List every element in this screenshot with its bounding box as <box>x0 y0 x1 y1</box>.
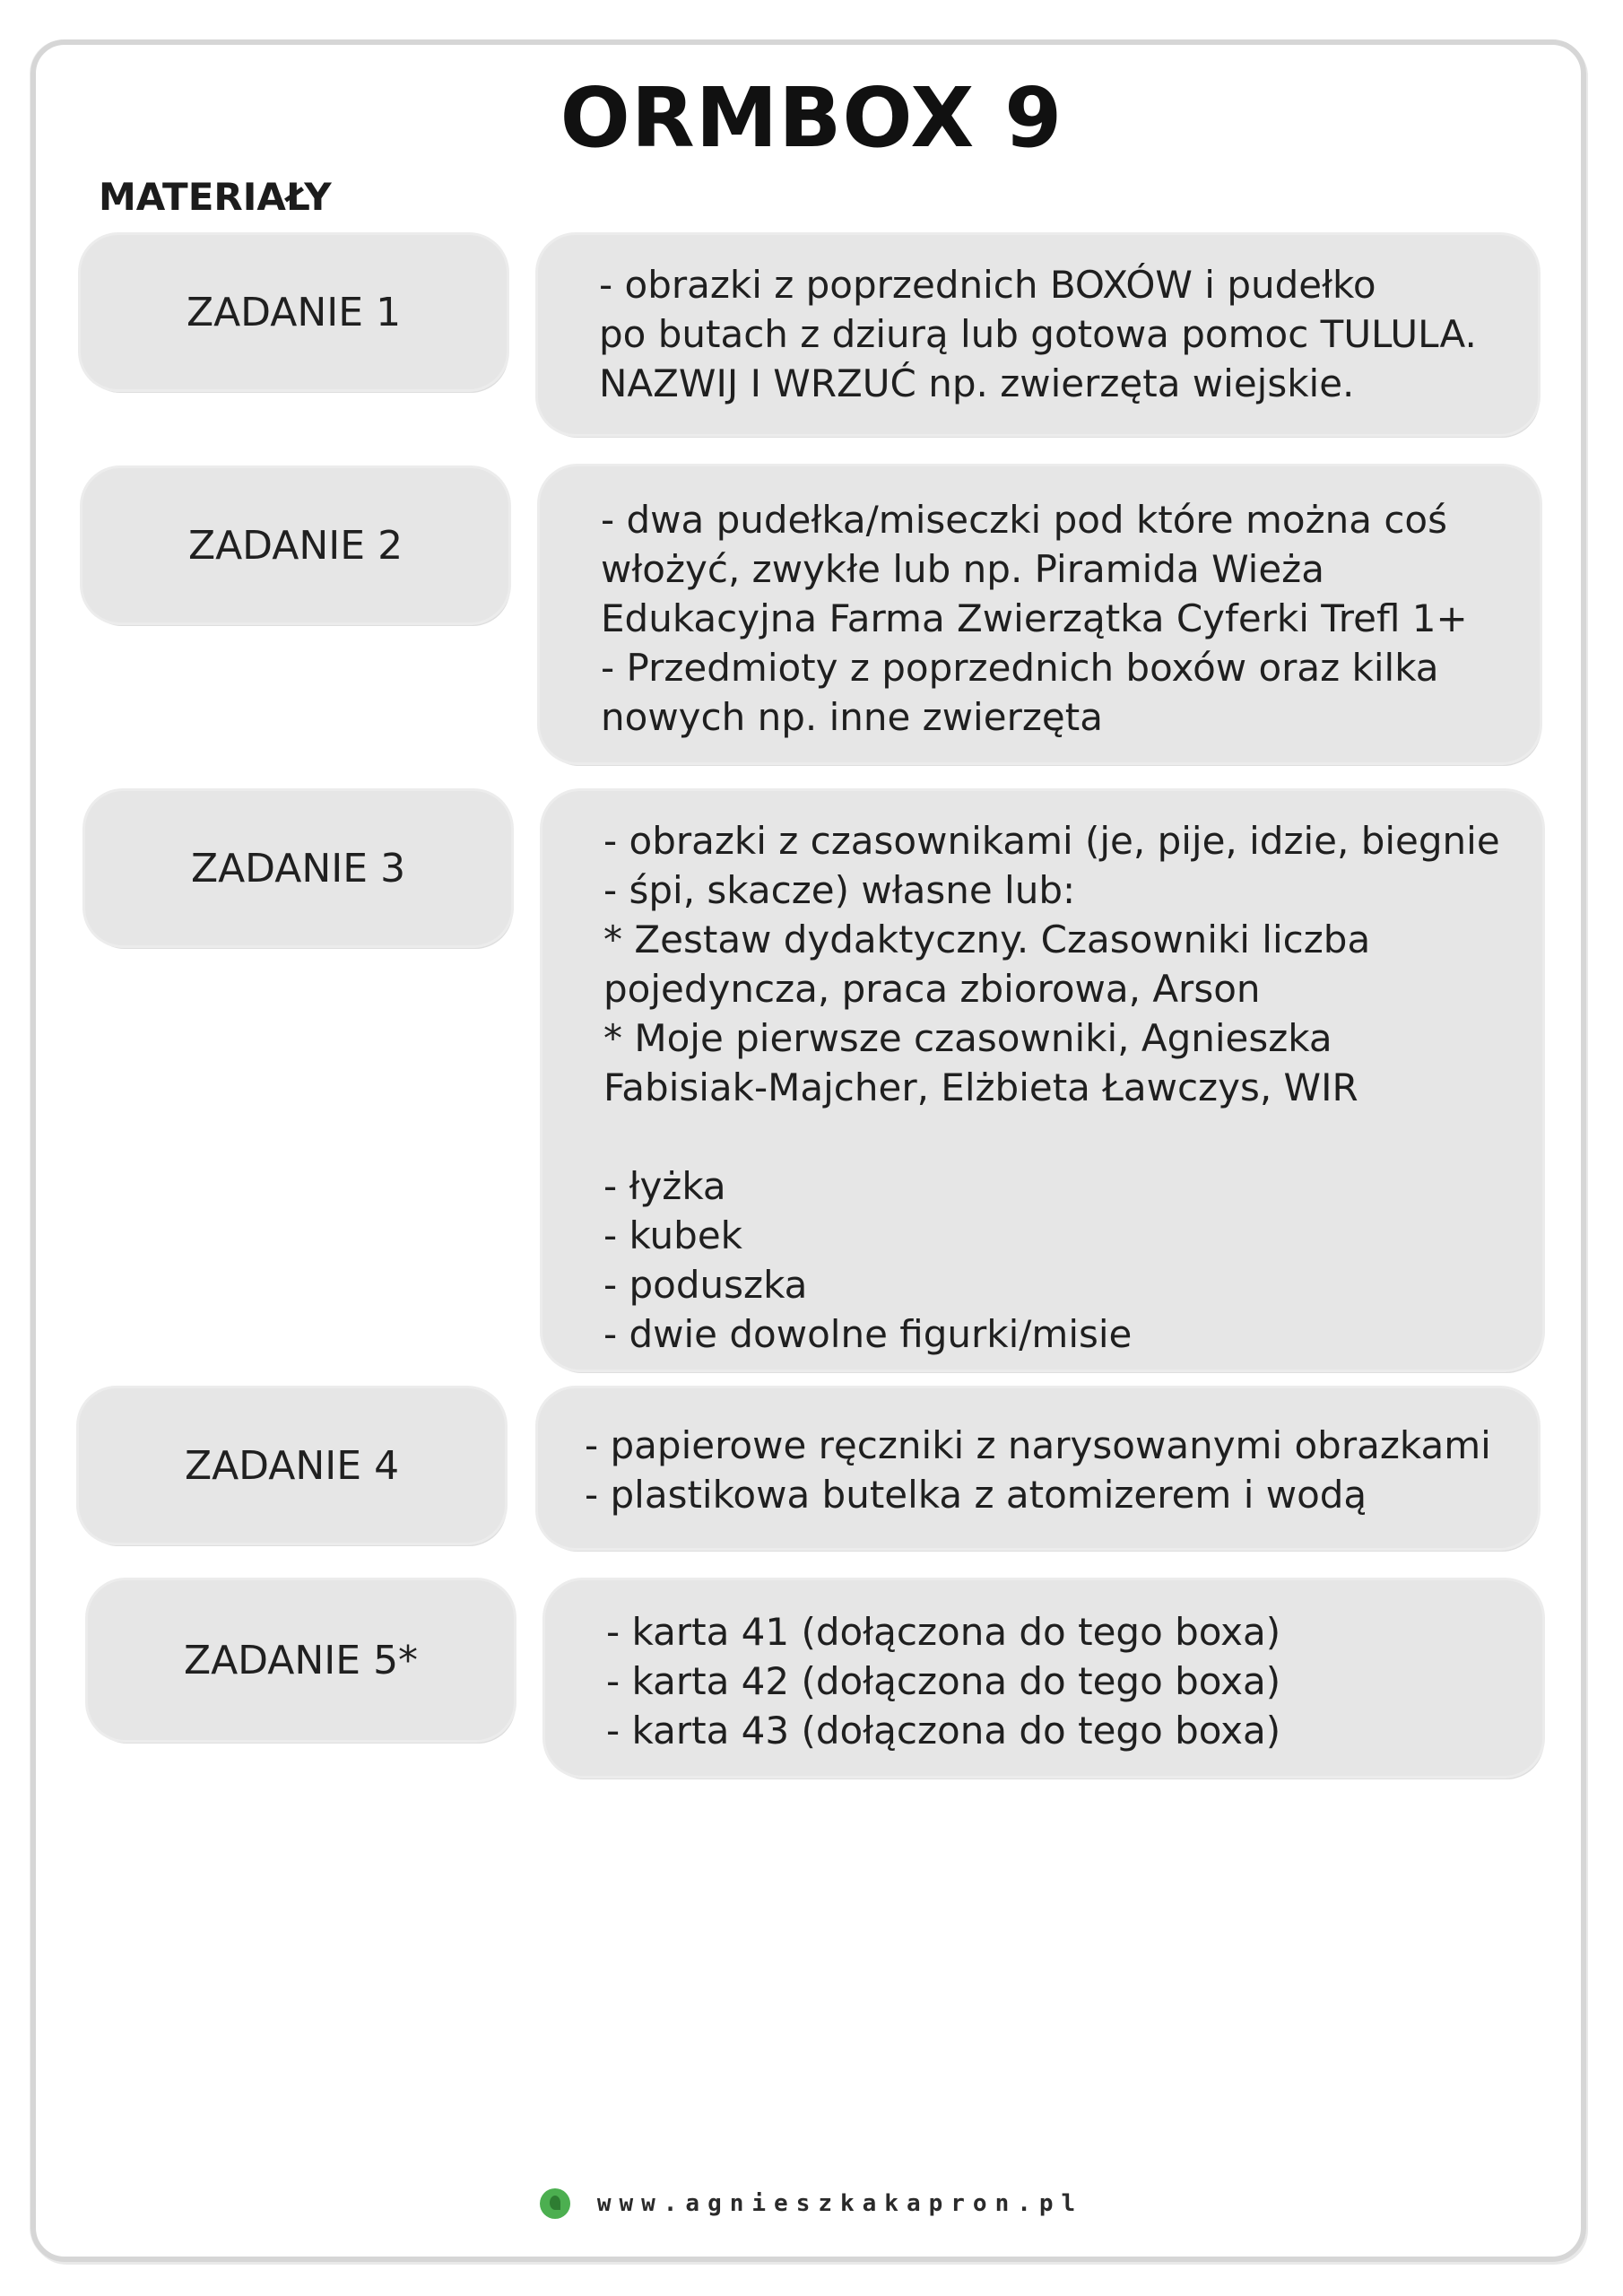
materials-line: - papierowe ręczniki z narysowanymi obrazkami <box>585 1423 1491 1467</box>
materials-line: - łyżka <box>603 1164 726 1208</box>
task-materials-box <box>542 791 1542 1370</box>
materials-line: - poduszka <box>603 1263 808 1307</box>
task-materials-box <box>538 1388 1538 1548</box>
materials-line: NAZWIJ I WRZUĆ np. zwierzęta wiejskie. <box>599 361 1355 405</box>
task-materials-box <box>540 466 1540 762</box>
materials-line: Edukacyjna Farma Zwierzątka Cyferki Trefl 1+ <box>601 596 1468 640</box>
task-label: ZADANIE 2 <box>187 522 404 569</box>
leaf-logo-icon <box>540 2188 570 2219</box>
materials-line: włożyć, zwykłe lub np. Piramida Wieża <box>601 547 1324 591</box>
materials-line: - Przedmioty z poprzednich boxów oraz kilka <box>601 646 1439 690</box>
materials-line: nowych np. inne zwierzęta <box>601 695 1103 739</box>
task-label: ZADANIE 4 <box>184 1442 400 1489</box>
task-label: ZADANIE 1 <box>186 289 402 335</box>
materials-line: * Zestaw dydaktyczny. Czasowniki liczba <box>603 918 1371 961</box>
task-label-box <box>79 1388 505 1543</box>
materials-line: - karta 43 (dołączona do tego boxa) <box>606 1709 1281 1752</box>
materials-line: * Moje pierwsze czasowniki, Agnieszka <box>603 1016 1332 1060</box>
task-materials-box <box>538 235 1538 434</box>
task-label-box <box>85 791 511 945</box>
task-label-box <box>88 1580 514 1740</box>
materials-line: Fabisiak-Majcher, Elżbieta Ławczys, WIR <box>603 1065 1358 1109</box>
materials-line: - śpi, skacze) własne lub: <box>603 868 1076 912</box>
materials-line: po butach z dziurą lub gotowa pomoc TULULA. <box>599 312 1477 356</box>
task-label: ZADANIE 5* <box>183 1637 419 1683</box>
task-label-box <box>82 468 508 622</box>
task-label-box <box>81 235 507 389</box>
materials-line: - obrazki z czasownikami (je, pije, idzie, biegnie <box>603 819 1500 863</box>
task-label: ZADANIE 3 <box>190 845 406 891</box>
footer-url[interactable]: www.agnieszkakapron.pl <box>596 2190 1084 2217</box>
materials-line: - dwa pudełka/miseczki pod które można coś <box>601 498 1447 542</box>
materials-line: - kubek <box>603 1213 742 1257</box>
materials-line: - karta 42 (dołączona do tego boxa) <box>606 1659 1281 1703</box>
page-title: ORMBOX 9 <box>560 70 1063 166</box>
materials-line: - dwie dowolne figurki/misie <box>603 1312 1133 1356</box>
footer <box>0 2188 1623 2219</box>
materials-line: pojedyncza, praca zbiorowa, Arson <box>603 967 1261 1011</box>
materials-line: - plastikowa butelka z atomizerem i wodą <box>585 1473 1367 1517</box>
materials-line <box>603 1112 1530 1161</box>
materials-line: - obrazki z poprzednich BOXÓW i pudełko <box>599 263 1376 307</box>
section-label-materials: MATERIAŁY <box>99 175 332 219</box>
materials-line: - karta 41 (dołączona do tego boxa) <box>606 1610 1281 1654</box>
task-materials-box <box>545 1580 1542 1776</box>
